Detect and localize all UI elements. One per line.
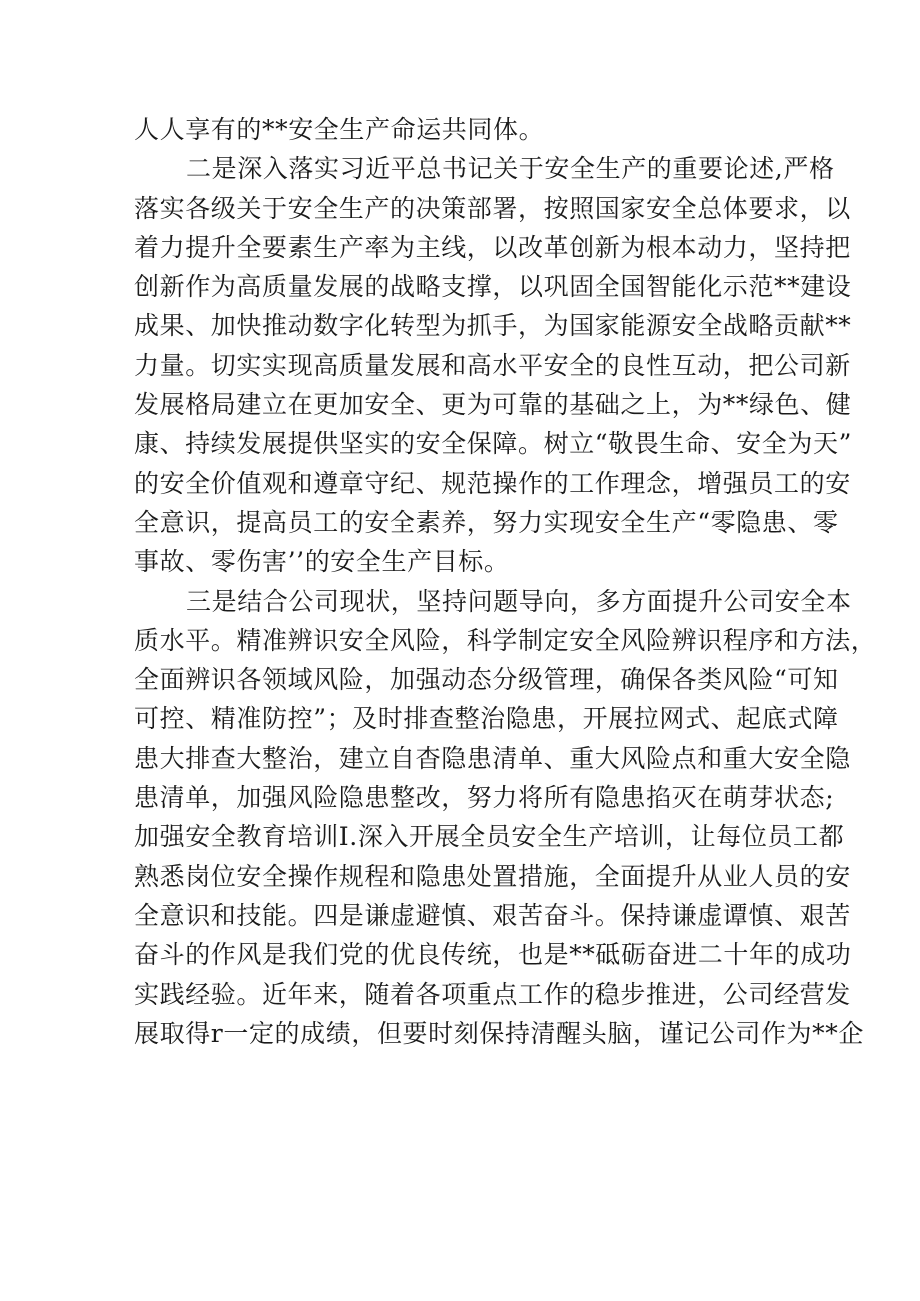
- text-line: 质水平。精准辨识安全风险，科学制定安全风险辨识程序和方法，: [134, 625, 877, 655]
- text-line: 落实各级关于安全生产的决策部署，按照国家安全总体要求，以: [134, 193, 851, 223]
- text-line: 发展格局建立在更加安全、更为可靠的基础之上，为**绿色、健: [134, 390, 852, 420]
- text-line: 三是结合公司现状，坚持问题导向，多方面提升公司安全本: [186, 586, 852, 616]
- text-line: 实践经验。近年来，随着各项重点工作的稳步推进，公司经营发: [134, 979, 851, 1009]
- text-line: 二是深入落实习近平总书记关于安全生产的重要论述,严格: [186, 154, 835, 184]
- text-line: 全意识，提高员工的安全素养，努力实现安全生产“零隐患、零: [134, 507, 839, 537]
- text-line: 着力提升全要素生产率为主线，以改革创新为根本动力，坚持把: [134, 232, 851, 262]
- text-line: 可控、精准防控”；及时排查整治隐患，开展拉网式、起底式障: [134, 704, 839, 734]
- paragraph-2: [134, 149, 852, 581]
- text-line: 患清单，加强风险隐患整改，努力将所有隐患掐灭在萌芽状态;: [134, 783, 835, 813]
- text-line: 熟悉岗位安全操作规程和隐患处置措施，全面提升从业人员的安: [134, 861, 851, 891]
- text-line: 患大排查大整治，建立自杳隐患清单、重大风险点和重大安全隐: [134, 743, 851, 773]
- paragraph-3: [134, 582, 877, 1054]
- text-line: 人人享有的**安全生产命运共同体。: [134, 115, 545, 144]
- text-line: 康、持续发展提供坚实的安全保障。树立“敬畏生命、安全为天”: [134, 429, 852, 459]
- text-line: 力量。切实实现高质量发展和高水平安全的良性互动，把公司新: [134, 350, 851, 380]
- text-line: 展取得r一定的成绩，但要时刻保持清醒头脑，谨记公司作为**企: [134, 1018, 864, 1048]
- text-line: 成果、加快推动数字化转型为抓手，为国家能源安全战略贡献**: [134, 311, 852, 341]
- text-line: 创新作为高质量发展的战略支撑，以巩固全国智能化示范**建设: [134, 272, 852, 302]
- text-line: 加强安全教育培训I.深入开展全员安全生产培训，让每位员工都: [134, 822, 845, 852]
- text-line: 的安全价值观和遵章守纪、规范操作的工作理念，增强员工的安: [134, 468, 851, 498]
- document-body: [134, 110, 877, 1053]
- paragraph-1: [134, 110, 799, 149]
- text-line: 全意识和技能。四是谦虚避慎、艰苦奋斗。保持谦虚谭慎、艰苦: [134, 900, 851, 930]
- text-line: 全面辨识各领域风险，加强动态分级管理，确保各类风险“可知: [134, 665, 839, 695]
- text-line: 事故、零伤害’’的安全生产目标。: [134, 547, 510, 577]
- text-line: 奋斗的作风是我们党的优良传统，也是**砥砺奋进二十年的成功: [134, 940, 852, 970]
